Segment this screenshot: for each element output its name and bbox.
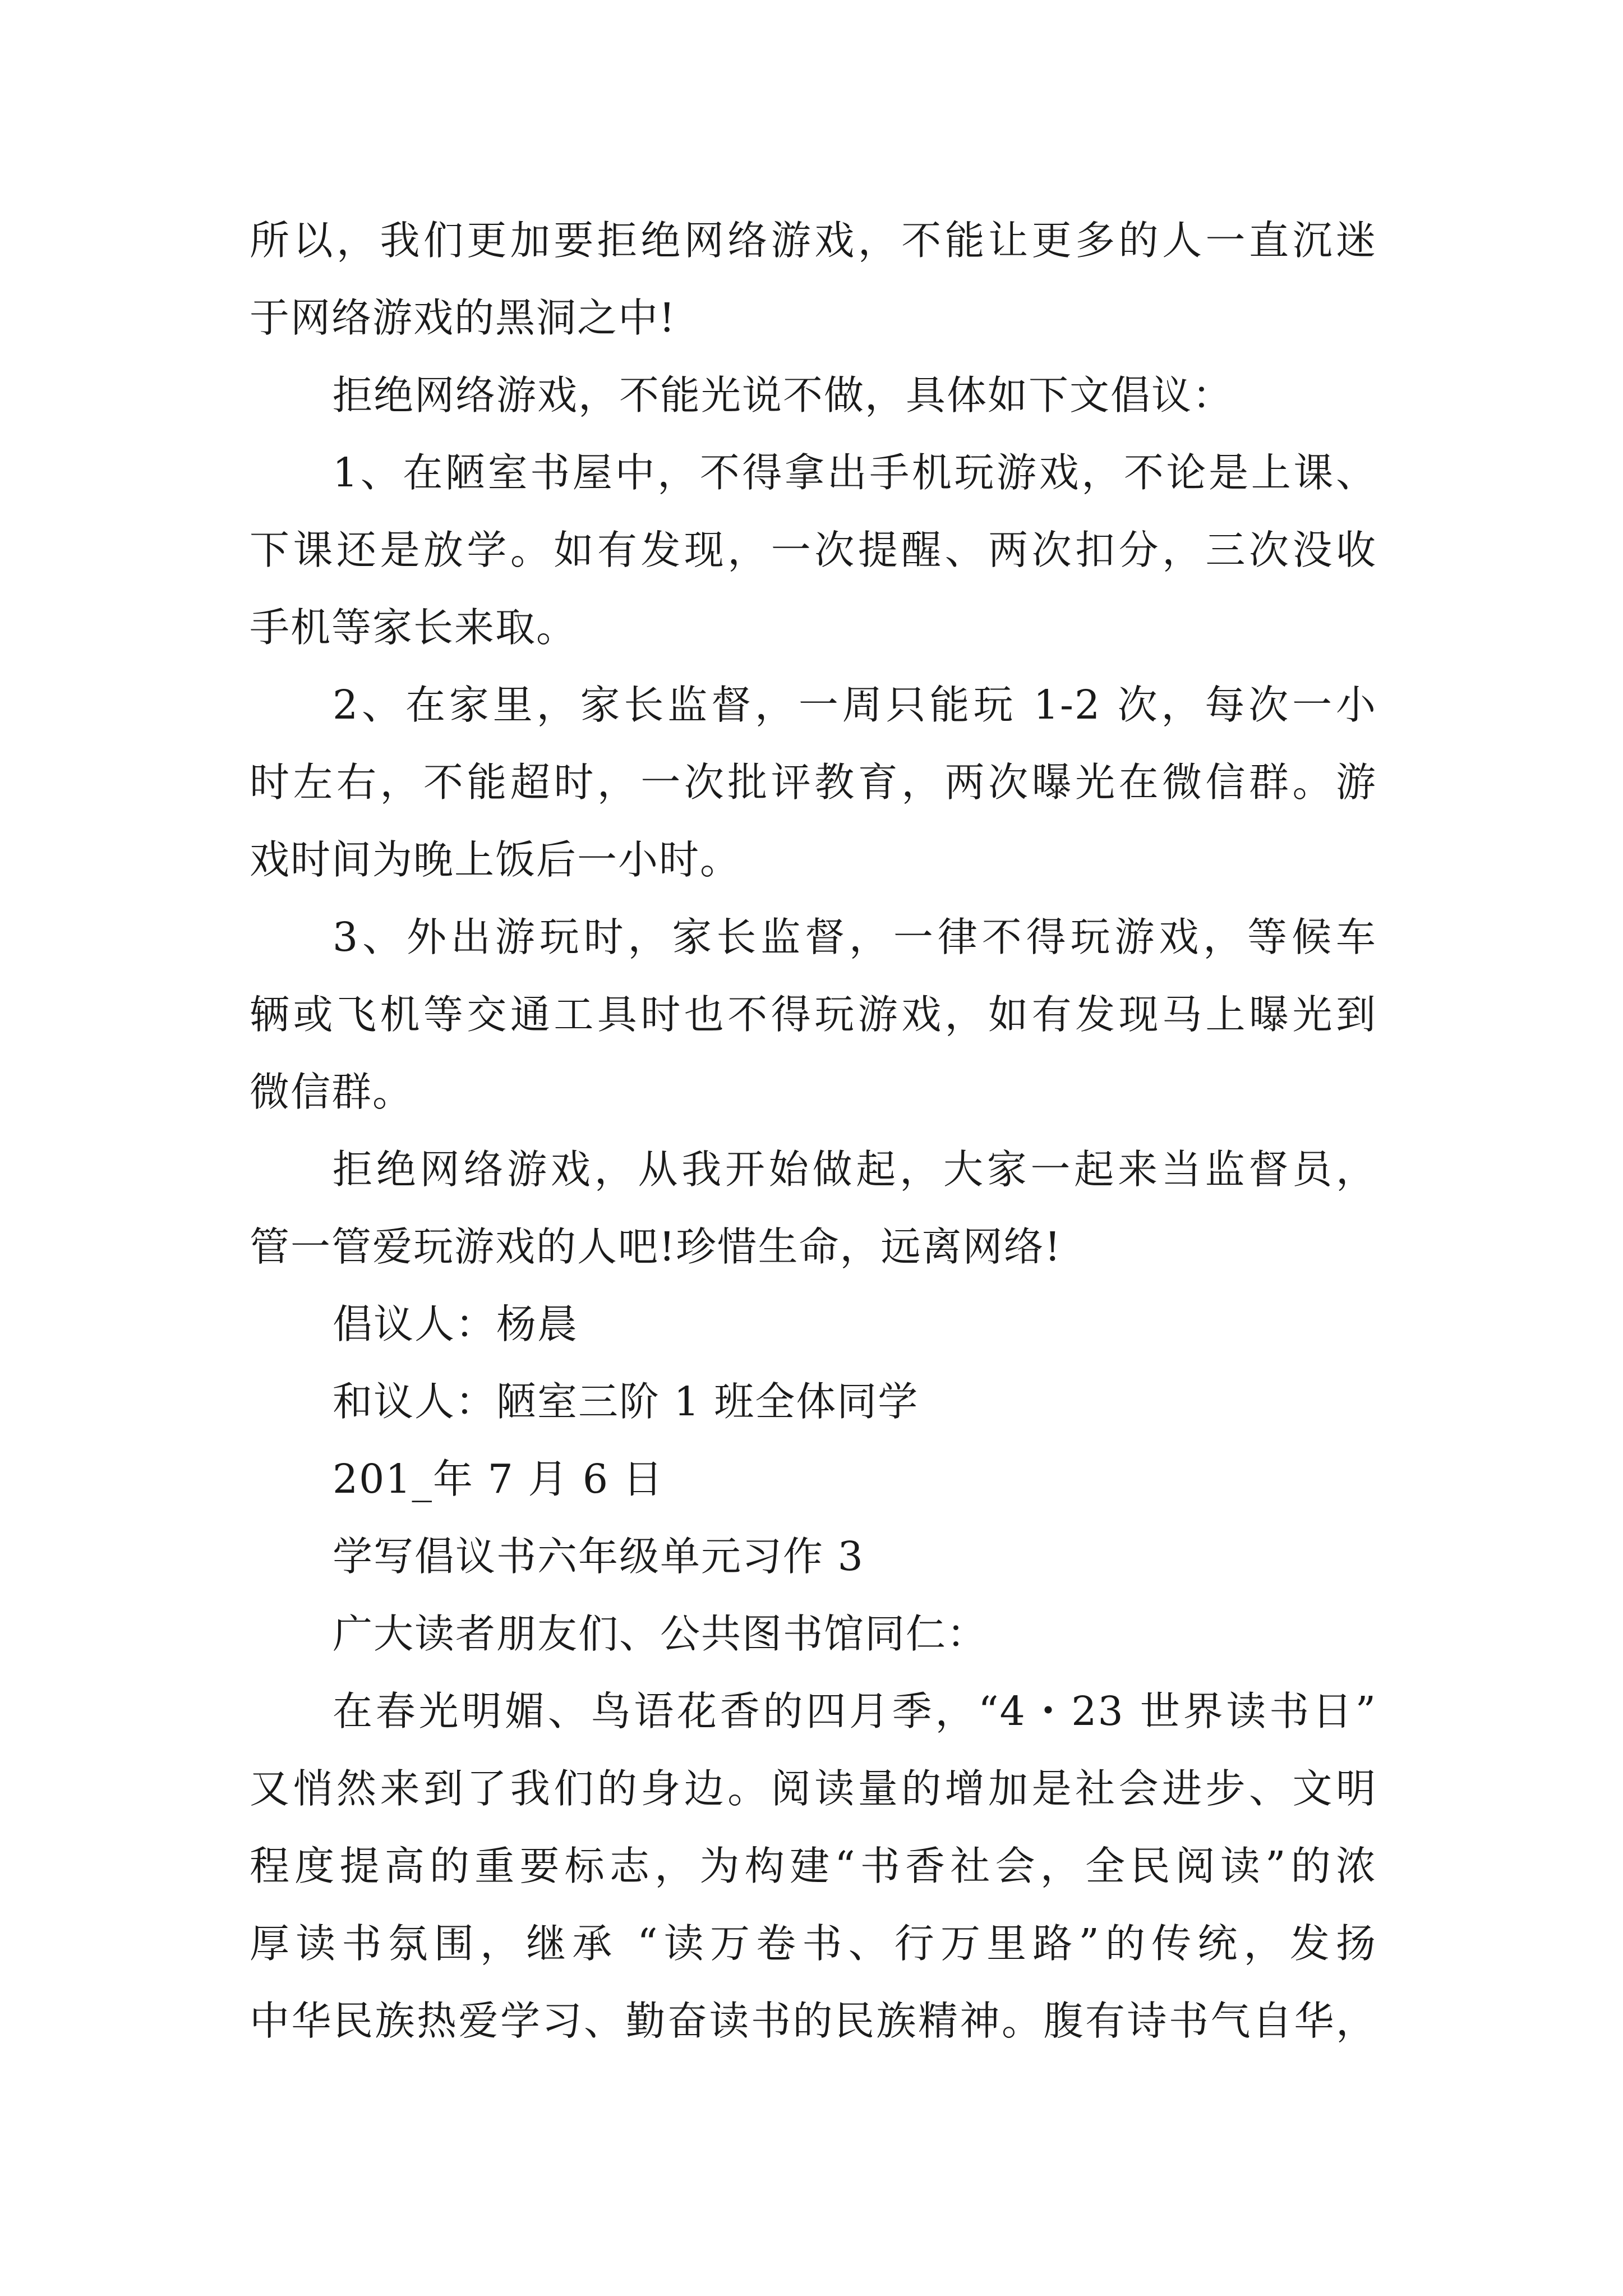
- text-line: 和议人：陋室三阶 1 班全体同学: [333, 1378, 919, 1425]
- paragraph-rule-2: [250, 666, 1377, 899]
- text-line: 辆或飞机等交通工具时也不得玩游戏，如有发现马上曝光到: [250, 991, 1377, 1038]
- text-line: 又悄然来到了我们的身边。阅读量的增加是社会进步、文明: [250, 1765, 1377, 1812]
- text-line: 管一管爱玩游戏的人吧!珍惜生命，远离网络!: [250, 1223, 1062, 1270]
- text-line: 程度提高的重要标志，为构建“书香社会，全民阅读”的浓: [250, 1843, 1377, 1889]
- text-line: 中华民族热爱学习、勤奋读书的民族精神。腹有诗书气自华，: [250, 1998, 1377, 2044]
- paragraph-rule-3: [250, 899, 1377, 1131]
- text-line: 拒绝网络游戏，从我开始做起，大家一起来当监督员，: [333, 1146, 1377, 1193]
- paragraph-supporters: [250, 1363, 1377, 1441]
- paragraph-proposer: [250, 1286, 1377, 1363]
- paragraph-date: [250, 1441, 1377, 1518]
- text-line: 学写倡议书六年级单元习作 3: [333, 1533, 864, 1580]
- paragraph-conclusion: [250, 202, 1377, 357]
- text-line: 戏时间为晚上饭后一小时。: [250, 836, 741, 883]
- text-line: 在春光明媚、鸟语花香的四月季，“4・23 世界读书日”: [333, 1688, 1377, 1734]
- text-line: 201_年 7 月 6 日: [333, 1456, 664, 1502]
- text-line: 3、外出游玩时，家长监督，一律不得玩游戏，等候车: [333, 914, 1377, 960]
- text-line: 微信群。: [250, 1069, 414, 1115]
- paragraph-call-to-action: [250, 1131, 1377, 1286]
- text-line: 所以，我们更加要拒绝网络游戏，不能让更多的人一直沉迷: [250, 217, 1377, 264]
- section-heading: [250, 1518, 1377, 1595]
- paragraph-salutation: [250, 1595, 1377, 1673]
- paragraph-proposal-intro: [250, 357, 1377, 434]
- text-line: 1、在陋室书屋中，不得拿出手机玩游戏，不论是上课、: [333, 449, 1377, 496]
- paragraph-rule-1: [250, 434, 1377, 666]
- text-line: 拒绝网络游戏，不能光说不做，具体如下文倡议：: [333, 372, 1234, 418]
- text-line: 厚读书氛围，继承 “读万卷书、行万里路”的传统，发扬: [250, 1920, 1377, 1967]
- paragraph-reading-day: [250, 1673, 1377, 2060]
- text-line: 下课还是放学。如有发现，一次提醒、两次扣分，三次没收: [250, 527, 1377, 573]
- text-line: 倡议人：杨晨: [333, 1301, 579, 1347]
- text-line: 于网络游戏的黑洞之中!: [250, 295, 676, 341]
- text-line: 手机等家长来取。: [250, 604, 578, 651]
- text-line: 时左右，不能超时，一次批评教育，两次曝光在微信群。游: [250, 759, 1377, 806]
- text-line: 2、在家里，家长监督，一周只能玩 1-2 次，每次一小: [333, 682, 1377, 728]
- document-body: [250, 202, 1377, 2060]
- text-line: 广大读者朋友们、公共图书馆同仁：: [333, 1611, 988, 1657]
